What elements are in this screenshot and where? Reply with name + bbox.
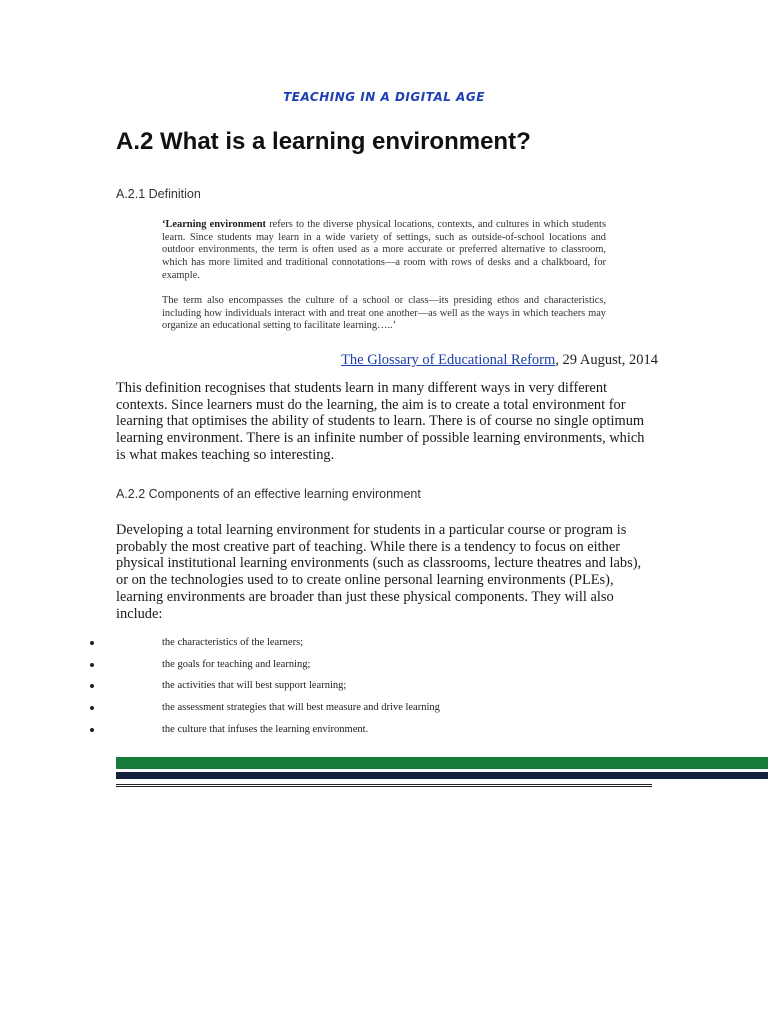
footer-double-rule [116, 784, 652, 787]
bullet-icon [90, 641, 94, 645]
list-item-text: the activities that will best support learning; [162, 680, 347, 692]
citation-date: , 29 August, 2014 [555, 352, 658, 368]
bullet-icon [90, 663, 94, 667]
body-paragraph-1: This definition recognises that students learn in many different ways in very different contexts. Since learners must do the learning, the aim is to create a total environment for learning that optimises the ability of students to learn. There is of course no single optimum learning environment. There is an infinite number of possible learning environments, which is what makes teaching so interesting. [116, 380, 645, 463]
quote-term: ‘Learning environment [162, 219, 267, 230]
list-item [0, 659, 768, 681]
list-item [0, 680, 768, 702]
list-item-text: the assessment strategies that will best measure and drive learning [162, 702, 440, 714]
bullet-icon [90, 684, 94, 688]
footer-band-green [116, 757, 768, 769]
quote-paragraph-2: The term also encompasses the culture of a school or class—its presiding ethos and characteristics, including how individuals interact with and treat one another—as well as the ways in which teachers may organize an educational setting to facilitate learning…..’ [162, 295, 606, 332]
running-header: TEACHING IN A DIGITAL AGE [283, 90, 485, 104]
citation [341, 352, 658, 369]
bullet-list [0, 637, 768, 745]
footer-band-navy [116, 772, 768, 779]
subheading-definition: A.2.1 Definition [116, 187, 201, 201]
list-item-text: the culture that infuses the learning environment. [162, 723, 369, 735]
list-item [0, 702, 768, 724]
body-paragraph-2: Developing a total learning environment for students in a particular course or program is probably the most creative part of teaching. While there is a tendency to focus on either physical institutional learning environments (such as classrooms, lecture theatres and labs), or on the technologies used to to create online personal learning environments (PLEs), learning environments are broader than just these physical components. They will also include: [116, 522, 642, 622]
bullet-icon [90, 728, 94, 732]
list-item [0, 637, 768, 659]
bullet-icon [90, 706, 94, 710]
quote-text-1: refers to the diverse physical locations, contexts, and cultures in which students learn. Since students may learn in a wide variety of settings, such as outside-of-school locations and outdoor environments, the term is often used as a more accurate or preferred alternative to classroom, which has more limited and traditional connotations—a room with rows of desks and a chalkboard, for example. [162, 219, 606, 281]
list-item-text: the goals for teaching and learning; [162, 658, 311, 670]
subheading-components: A.2.2 Components of an effective learning environment [116, 487, 421, 501]
citation-link[interactable]: The Glossary of Educational Reform [341, 352, 556, 368]
list-item-text: the characteristics of the learners; [162, 637, 304, 648]
page-title: A.2 What is a learning environment? [116, 128, 531, 155]
list-item [0, 724, 768, 746]
quote-paragraph-1 [162, 219, 606, 283]
